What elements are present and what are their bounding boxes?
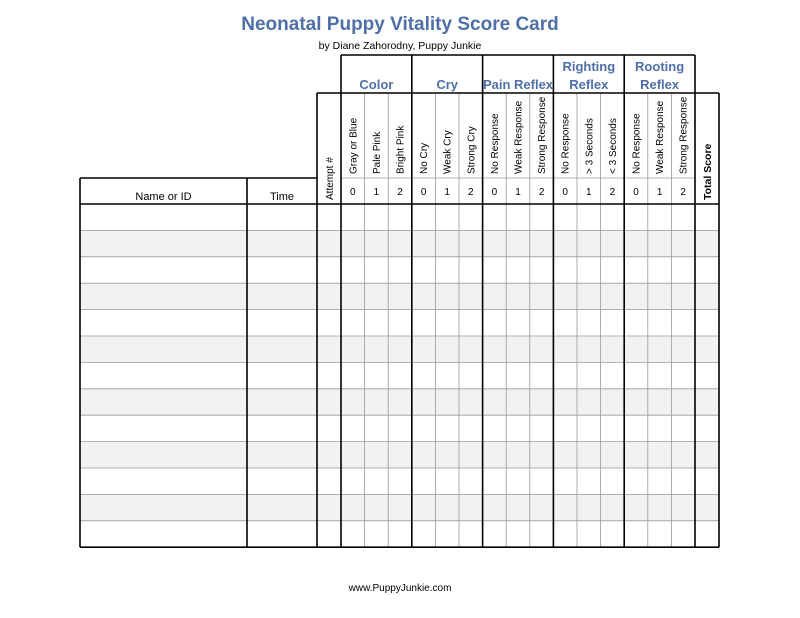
pain-reflex-score-value: 2 (538, 187, 545, 198)
pain-reflex-sub-header: No Response (489, 113, 501, 174)
pain-reflex-score-value: 0 (491, 187, 498, 198)
time-column-header: Time (269, 191, 295, 203)
name-column-header: Name or ID (135, 191, 192, 203)
color-sub-header: Pale Pink (371, 131, 383, 174)
rooting-reflex-sub-header: No Response (631, 113, 643, 174)
cry-sub-header: No Cry (419, 142, 431, 174)
footer-url: www.PuppyJunkie.com (348, 583, 452, 594)
rooting-reflex-group-header-line1: Rooting (635, 59, 685, 74)
color-sub-header: Bright Pink (395, 125, 407, 174)
rooting-reflex-score-value: 0 (633, 187, 639, 198)
righting-reflex-sub-header: No Response (560, 113, 572, 174)
rooting-reflex-group-header-line2: Reflex (640, 77, 680, 92)
color-score-value: 0 (350, 187, 356, 198)
color-sub-header: Gray or Blue (348, 117, 360, 174)
rooting-reflex-sub-header: Strong Response (678, 96, 690, 174)
color-score-value: 1 (373, 187, 380, 198)
cry-score-value: 1 (444, 187, 450, 198)
total-score-header: Total Score (702, 143, 714, 200)
righting-reflex-score-value: 1 (586, 187, 592, 198)
righting-reflex-score-value: 0 (562, 187, 568, 198)
righting-reflex-score-value: 2 (609, 187, 616, 198)
righting-reflex-sub-header: > 3 Seconds (584, 118, 596, 174)
rooting-reflex-score-value: 1 (656, 187, 663, 198)
cry-group-header: Cry (436, 77, 459, 92)
color-score-value: 2 (397, 187, 403, 198)
cry-sub-header: Strong Cry (466, 126, 478, 174)
row-shade (80, 442, 719, 468)
rooting-reflex-score-value: 2 (680, 187, 686, 198)
pain-reflex-sub-header: Weak Response (513, 100, 525, 174)
pain-reflex-sub-header: Strong Response (537, 96, 549, 174)
righting-reflex-sub-header: < 3 Seconds (607, 118, 619, 174)
color-group-header: Color (359, 77, 394, 92)
row-shade (80, 283, 719, 309)
row-shade (80, 336, 719, 362)
row-shade (80, 230, 719, 256)
page-subtitle: by Diane Zahorodny, Puppy Junkie (318, 40, 482, 52)
righting-reflex-group-header-line2: Reflex (569, 77, 609, 92)
pain-reflex-group-header: Pain Reflex (482, 77, 554, 92)
pain-reflex-score-value: 1 (515, 187, 521, 198)
page-title: Neonatal Puppy Vitality Score Card (241, 14, 559, 35)
rooting-reflex-sub-header: Weak Response (655, 100, 667, 174)
righting-reflex-group-header-line1: Righting (562, 59, 616, 74)
row-shade (80, 389, 719, 415)
cry-score-value: 0 (420, 187, 427, 198)
attempt-column-header: Attempt # (325, 157, 336, 200)
cry-sub-header: Weak Cry (442, 130, 454, 174)
row-shade (80, 494, 719, 520)
cry-score-value: 2 (468, 187, 474, 198)
